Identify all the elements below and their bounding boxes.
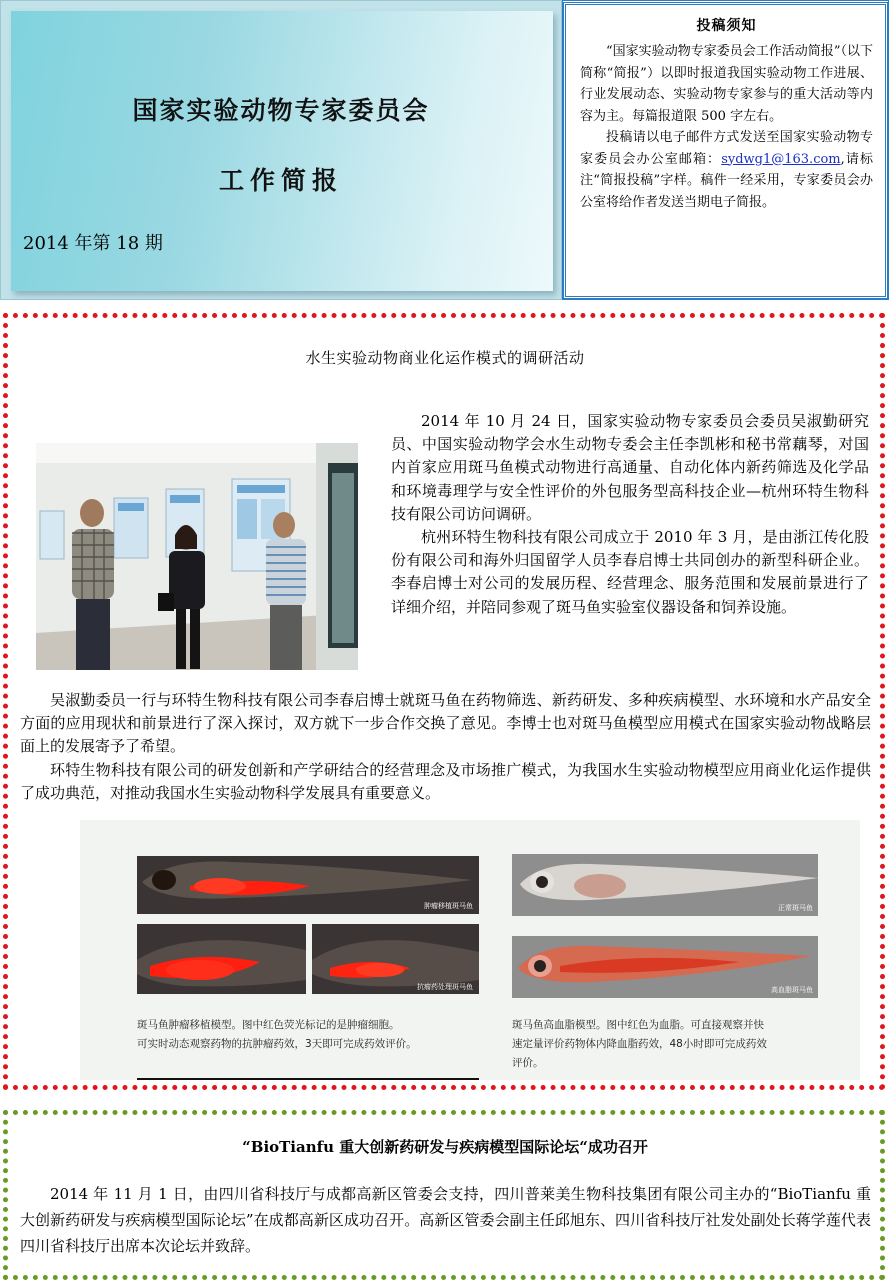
visit-photo (36, 443, 358, 670)
article1-paragraph: 环特生物科技有限公司的研发创新和产学研结合的经营理念及市场推广模式，为我国水生实验动物模型应用商业化运作提供了成功典范，对推动我国水生实验动物科学发展具有重要意义。 (20, 760, 871, 802)
hyperlipid-fish-label: 高血脂斑马鱼 (771, 986, 813, 994)
article1-title: 水生实验动物商业化运作模式的调研活动 (305, 349, 585, 367)
submission-notice (563, 2, 888, 299)
newsletter-title: 国家实验动物专家委员会 (132, 96, 430, 125)
article1-paragraph: 杭州环特生物科技有限公司成立于 2010 年 3 月，是由浙江传化股份有限公司和海外归国留学人员李春启博士共同创办的新型科研企业。李春启博士对公司的发展历程、经营理念、服务范围和发展前景进行了详细介绍，并陪同参观了斑马鱼实验室仪器设备和饲养设施。 (391, 528, 869, 616)
normal-fish-label: 正常斑马鱼 (778, 904, 813, 912)
lipid-model-caption: 斑马鱼高血脂模型。图中红色为血脂。可直接观察并快 速定量评价药物体内降血脂药效，48小时即可完成药效 评价。 (512, 1019, 767, 1069)
email-link[interactable]: sydwg1@163.com (721, 151, 841, 167)
notice-title: 投稿须知 (696, 18, 757, 34)
article2-title: “BioTianfu 重大创新药研发与疾病模型国际论坛“成功召开 (242, 1138, 648, 1156)
article2-body (20, 1181, 871, 1259)
tumor-model-caption: 斑马鱼肿瘤移植模型。图中红色荧光标记的是肿瘤细胞。 可实时动态观察药物的抗肿瘤药效，3天即可完成药效评价。 (137, 1019, 417, 1050)
tumor-fish-label: 肿瘤移植斑马鱼 (424, 902, 473, 910)
masthead (0, 0, 562, 300)
notice-paragraph: “国家实验动物专家委员会工作活动简报”（以下简称“简报”）以即时报道我国实验动物工作进展、行业发展动态、实验动物专家参与的重大活动等内容为主。每篇报道限 500 字左右。 (580, 44, 873, 124)
article1-paragraph: 2014 年 10 月 24 日，国家实验动物专家委员会委员吴淑勤研究员、中国实验动物学会水生动物专委会主任李凯彬和秘书常藕琴，对国内首家应用斑马鱼模式动物进行高通量、自动化体内新药筛选及化学品和环境毒理学与安全性评价的外包服务型高科技企业—杭州环特生物科技有限公司访问调研。 (391, 412, 869, 523)
article1-body (20, 689, 871, 805)
article1-column-text (391, 410, 869, 619)
article2-paragraph: 2014 年 11 月 1 日，由四川省科技厅与成都高新区管委会支持，四川普莱美生物科技集团有限公司主办的“BioTianfu 重大创新药研发与疾病模型国际论坛”在成都高新区成功召开。高新区管委会副主任邱旭东、四川省科技厅社发处副处长蒋学莲代表四川省科技厅出席本次论坛并致辞。 (20, 1185, 871, 1255)
notice-paragraph-email: 投稿请以电子邮件方式发送至国家实验动物专家委员会办公室邮箱：sydwg1@163.com,请标注“简报投稿”字样。稿件一经采用，专家委员会办公室将给作者发送当期电子简报。 (580, 130, 873, 210)
drug-fish-label: 抗瘤药处理斑马鱼 (417, 983, 473, 991)
issue-number: 2014 年第 18 期 (23, 233, 163, 254)
zebrafish-model-figure (80, 820, 860, 1080)
newsletter-subtitle: 工作简报 (218, 166, 343, 195)
article1-paragraph: 吴淑勤委员一行与环特生物科技有限公司李春启博士就斑马鱼在药物筛选、新药研发、多种疾病模型、水环境和水产品安全方面的应用现状和前景进行了深入探讨，双方就下一步合作交换了意见。李博士也对斑马鱼模型应用模式在国家实验动物战略层面上的发展寄予了希望。 (20, 691, 871, 756)
